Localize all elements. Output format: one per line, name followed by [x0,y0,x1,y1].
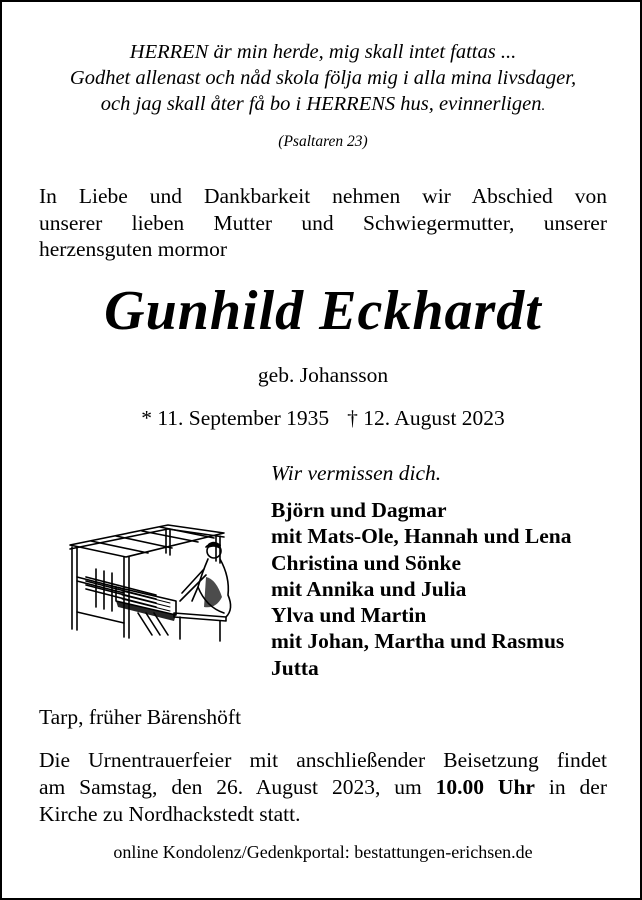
mourner-line: mit Annika und Julia [271,576,467,601]
mourner-line: mit Mats-Ole, Hannah und Lena [271,524,572,549]
intro-line-1: In Liebe und Dankbarkeit nehmen wir Abschied von [39,184,607,208]
ceremony-line-2-end: in der [548,775,607,799]
mourner-line: Björn und Dagmar [271,498,447,522]
ceremony-time: 10.00 Uhr [435,775,535,799]
mourner-line: Jutta [271,655,319,680]
deceased-name: Gunhild Eckhardt [104,280,542,342]
intro-line-3: herzensguten mormor [39,237,228,261]
ceremony-info [39,747,607,828]
place-of-residence: Tarp, früher Bärenshöft [39,705,242,729]
psalm-line-1: HERREN är min herde, mig skall intet fattas ... [129,41,517,63]
ceremony-line-1: Die Urnentrauerfeier mit anschließender Beisetzung findet [39,748,607,772]
maiden-name: geb. Johansson [257,363,389,387]
psalm-reference: (Psaltaren 23) [278,133,368,150]
death-date: † 12. August 2023 [347,406,505,430]
weaving-loom-illustration-icon [56,517,242,643]
psalm-line-3-end: . [541,98,546,114]
mourner-line: Christina und Sönke [271,550,461,575]
mourner-line: mit Johan, Martha und Rasmus [271,629,565,654]
online-condolence: online Kondolenz/Gedenkportal: bestattungen-erichsen.de [113,842,533,862]
ceremony-line-3: Kirche zu Nordhackstedt statt. [39,802,301,826]
psalm-line-2: Godhet allenast och nåd skola följa mig i alla mina livsdager, [69,67,577,89]
mourner-line: Ylva und Martin [271,603,427,628]
psalm-line-3-text: och jag skall åter få bo i HERRENS hus, evinnerligen [100,93,542,115]
intro-text [39,183,607,263]
life-dates [2,406,642,431]
birth-date: * 11. September 1935 [141,406,330,430]
mourners-heading: Wir vermissen dich. [271,461,442,485]
ceremony-line-2 [39,774,607,801]
psalm-line-3 [2,91,642,119]
psalm-quote [2,39,642,119]
ceremony-date: am Samstag, den 26. August 2023, um [39,775,422,799]
intro-line-2: unserer lieben Mutter und Schwiegermutter, unserer [39,210,607,235]
mourners-list [271,497,571,681]
